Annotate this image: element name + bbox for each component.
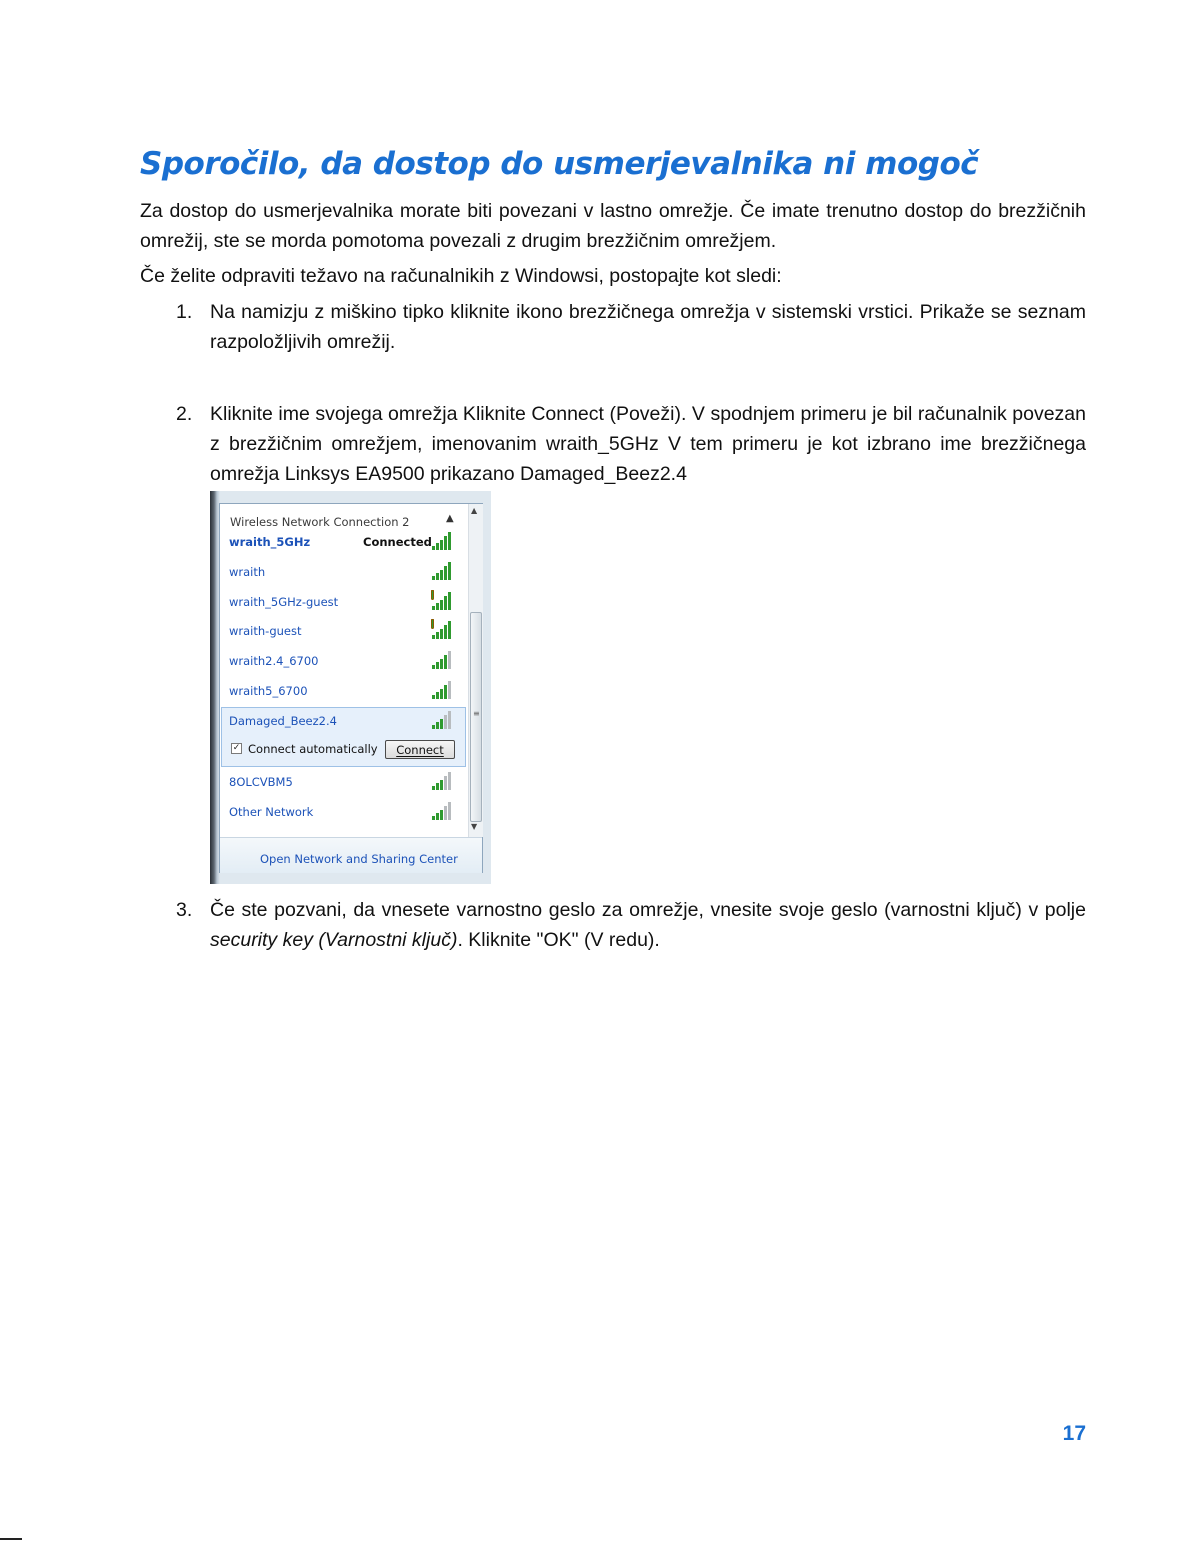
network-name: 8OLCVBM5 bbox=[229, 775, 293, 789]
step-text: Kliknite ime svojega omrežja Kliknite Connect (Poveži). V spodnjem primeru je bil računalnik povezan z brezžičnim omrežjem, imenovanim wraith_5GHz V tem primeru je kot izbrano ime brezžičnega omrežja Linksys EA9500 prikazano Damaged_Beez2.4 bbox=[210, 403, 1086, 485]
step-2 bbox=[140, 399, 1086, 489]
step-text bbox=[210, 895, 1086, 955]
page-number: 17 bbox=[1062, 1422, 1086, 1445]
grip-icon: ≡ bbox=[473, 709, 480, 718]
signal-strength-icon bbox=[432, 592, 454, 610]
wireless-networks-screenshot bbox=[210, 491, 491, 884]
security-key-term: security key (Varnostni ključ) bbox=[210, 929, 458, 951]
signal-strength-icon bbox=[432, 681, 454, 699]
network-item[interactable] bbox=[220, 768, 466, 796]
page-title: Sporočilo, da dostop do usmerjevalnika ni mogoč bbox=[140, 146, 979, 182]
network-name: wraith_5GHz-guest bbox=[229, 595, 339, 609]
scrollbar[interactable] bbox=[468, 504, 483, 837]
connection-header: Wireless Network Connection 2 bbox=[230, 515, 410, 529]
network-name: Damaged_Beez2.4 bbox=[229, 714, 337, 728]
network-item[interactable] bbox=[220, 528, 466, 556]
security-shield-icon bbox=[431, 619, 434, 629]
step-3 bbox=[140, 895, 1086, 955]
step-text-before: Če ste pozvani, da vnesete varnostno geslo za omrežje, vnesite svoje geslo (varnostni ključ) v polje bbox=[210, 899, 1086, 921]
scrollbar-thumb[interactable] bbox=[470, 612, 482, 822]
connect-button[interactable]: Connect bbox=[385, 740, 455, 759]
network-item[interactable] bbox=[220, 798, 466, 826]
network-name: wraith5_6700 bbox=[229, 684, 308, 698]
network-name: wraith bbox=[229, 565, 266, 579]
network-item[interactable] bbox=[220, 677, 466, 705]
open-network-sharing-center-link[interactable]: Open Network and Sharing Center bbox=[260, 852, 458, 866]
network-item[interactable] bbox=[220, 588, 466, 616]
network-item[interactable] bbox=[220, 647, 466, 675]
step-number: 2. bbox=[176, 403, 193, 425]
signal-strength-icon bbox=[432, 711, 454, 729]
network-name: wraith2.4_6700 bbox=[229, 654, 319, 668]
wireless-networks-panel bbox=[219, 503, 483, 873]
signal-strength-icon bbox=[432, 532, 454, 550]
signal-strength-icon bbox=[432, 651, 454, 669]
network-item[interactable] bbox=[220, 558, 466, 586]
chevron-up-icon[interactable]: ▲ bbox=[446, 513, 454, 524]
scroll-down-arrow-icon[interactable]: ▼ bbox=[471, 822, 478, 831]
network-item[interactable] bbox=[220, 707, 466, 735]
network-name: wraith-guest bbox=[229, 624, 302, 638]
network-item[interactable] bbox=[220, 617, 466, 645]
network-name: wraith_5GHz bbox=[229, 535, 311, 549]
connect-automatically-label: Connect automatically bbox=[248, 742, 378, 756]
step-text: Na namizju z miškino tipko kliknite ikono brezžičnega omrežja v sistemski vrstici. Prikaže se seznam razpoložljivih omrežij. bbox=[210, 301, 1086, 353]
network-footer bbox=[220, 837, 482, 873]
signal-strength-icon bbox=[432, 621, 454, 639]
signal-strength-icon bbox=[432, 562, 454, 580]
connection-status: Connected bbox=[363, 535, 432, 549]
connect-automatically-checkbox[interactable]: ✓ bbox=[232, 743, 241, 753]
security-shield-icon bbox=[431, 590, 434, 600]
intro-paragraph: Za dostop do usmerjevalnika morate biti povezani v lastno omrežje. Če imate trenutno dostop do brezžičnih omrežij, ste se morda pomotoma povezali z drugim brezžičnim omrežjem. bbox=[140, 200, 1086, 252]
corner-mark bbox=[0, 1538, 22, 1540]
network-name: Other Network bbox=[229, 805, 314, 819]
step-number: 3. bbox=[176, 899, 193, 921]
step-text-after: . Kliknite "OK" (V redu). bbox=[457, 929, 660, 951]
signal-strength-icon bbox=[432, 802, 454, 820]
signal-strength-icon bbox=[432, 772, 454, 790]
step-number: 1. bbox=[176, 301, 193, 323]
step-1 bbox=[140, 297, 1086, 357]
scroll-up-arrow-icon[interactable]: ▲ bbox=[471, 506, 478, 515]
windows-instructions-paragraph: Če želite odpraviti težavo na računalnikih z Windowsi, postopajte kot sledi: bbox=[140, 265, 782, 287]
